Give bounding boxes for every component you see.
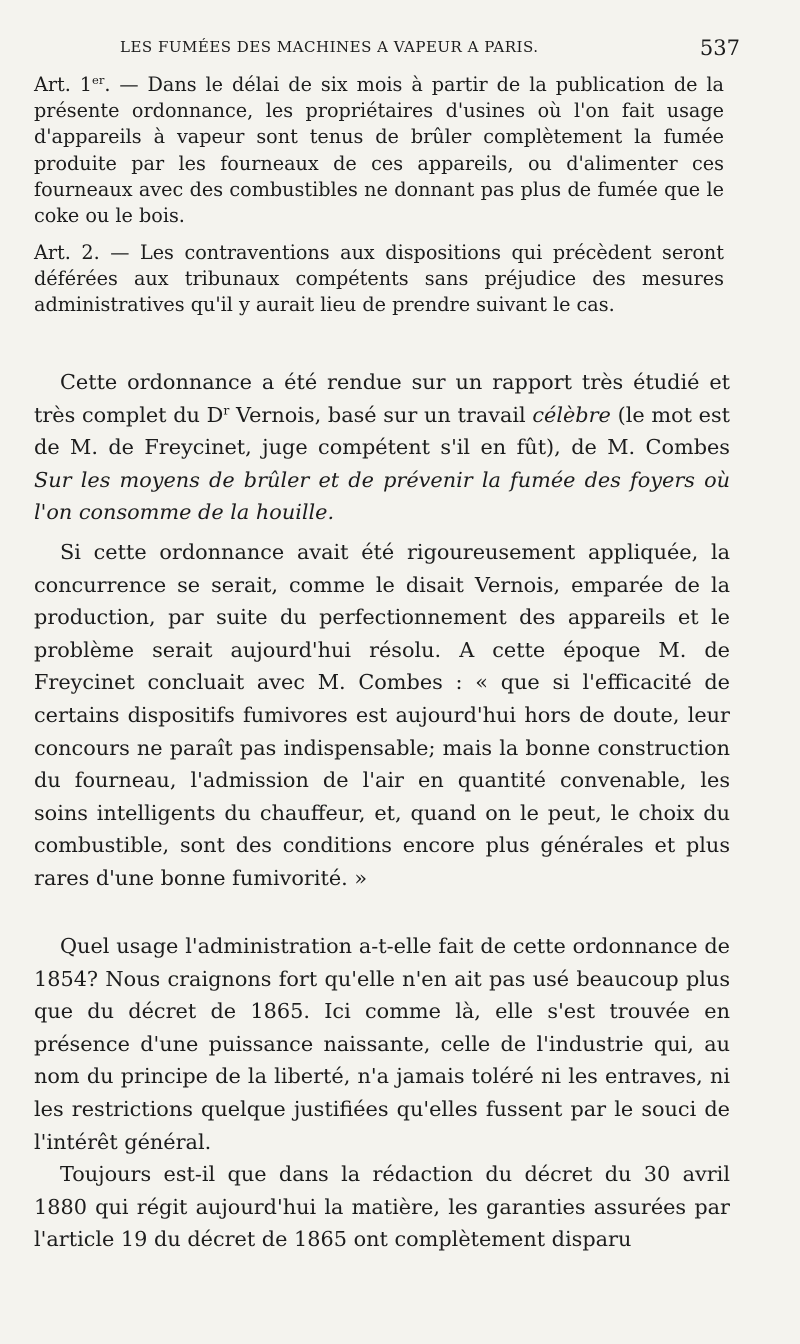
p3-text: Quel usage l'administration a-t-elle fait de cette ordonnance de 1854? Nous craignons fort qu'elle n'en ait pas usé beaucoup plus que du décret de 1865. Ici comme là, elle s'est trouvée en présence d'une puissance naissante, celle de l'industrie qui, au nom du principe de la liberté, n'a jamais toléré ni les entraves, ni les restrictions quelque justifiées qu'elles fussent par le souci de l'intérêt général. [34,934,730,1154]
running-title: LES FUMÉES DES MACHINES A VAPEUR A PARIS. [120,38,539,56]
p1-italic-2: Sur les moyens de brûler et de prévenir la fumée des foyers où l'on consomme de la houille. [34,467,730,525]
p1-sup: r [223,402,230,418]
paragraph-2 [34,536,730,895]
paragraph-4 [34,1158,730,1256]
paragraph-1 [34,366,730,529]
art1-text: . — Dans le délai de six mois à partir de la publication de la présente ordonnance, les propriétaires d'usines où l'on fait usage d'appareils à vapeur sont tenus de brûler complètement la fumée produite par les fourneaux de ces appareils, ou d'alimenter ces fourneaux avec des combustibles ne donnant pas plus de fumée que le coke ou le bois. [34,73,724,228]
p1-part-b: Vernois, basé sur un travail [229,402,533,427]
ordinance-article-2 [34,240,724,319]
p4-text: Toujours est-il que dans la rédaction du décret du 30 avril 1880 qui régit aujourd'hui la matière, les garanties assurées par l'article 19 du décret de 1865 ont complètement disparu [34,1162,730,1252]
ordinance-article-1 [34,72,724,229]
art2-text: Art. 2. — Les contraventions aux dispositions qui précèdent seront déférées aux tribunaux compétents sans préjudice des mesures administratives qu'il y aurait lieu de prendre suivant le cas. [34,241,724,317]
p2-text: Si cette ordonnance avait été rigoureusement appliquée, la concurrence se serait, comme le disait Vernois, emparée de la production, par suite du perfectionnement des appareils et le problème serait aujourd'hui résolu. A cette époque M. de Freycinet concluait avec M. Combes : « que si l'efficacité de certains dispositifs fumivores est aujourd'hui hors de doute, leur concours ne paraît pas indispensable; mais la bonne construction du fourneau, l'admission de l'air en quantité convenable, les soins intelligents du chauffeur, et, quand on le peut, le choix du combustible, sont des conditions encore plus générales et plus rares d'une bonne fumivorité. » [34,540,730,890]
art1-sup: er [92,73,105,88]
p1-part-a: Cette ordonnance a été rendue sur un rapport très étudié et très complet du D [34,370,730,427]
paragraph-3 [34,930,730,1158]
p1-part-c: (le mot est de M. de Freycinet, juge compétent s'il en fût), de M. Combes [34,402,731,460]
page-header [120,36,740,64]
art1-label: Art. 1 [34,73,93,96]
p1-italic-1: célèbre [532,402,611,427]
page-number: 537 [699,36,740,60]
